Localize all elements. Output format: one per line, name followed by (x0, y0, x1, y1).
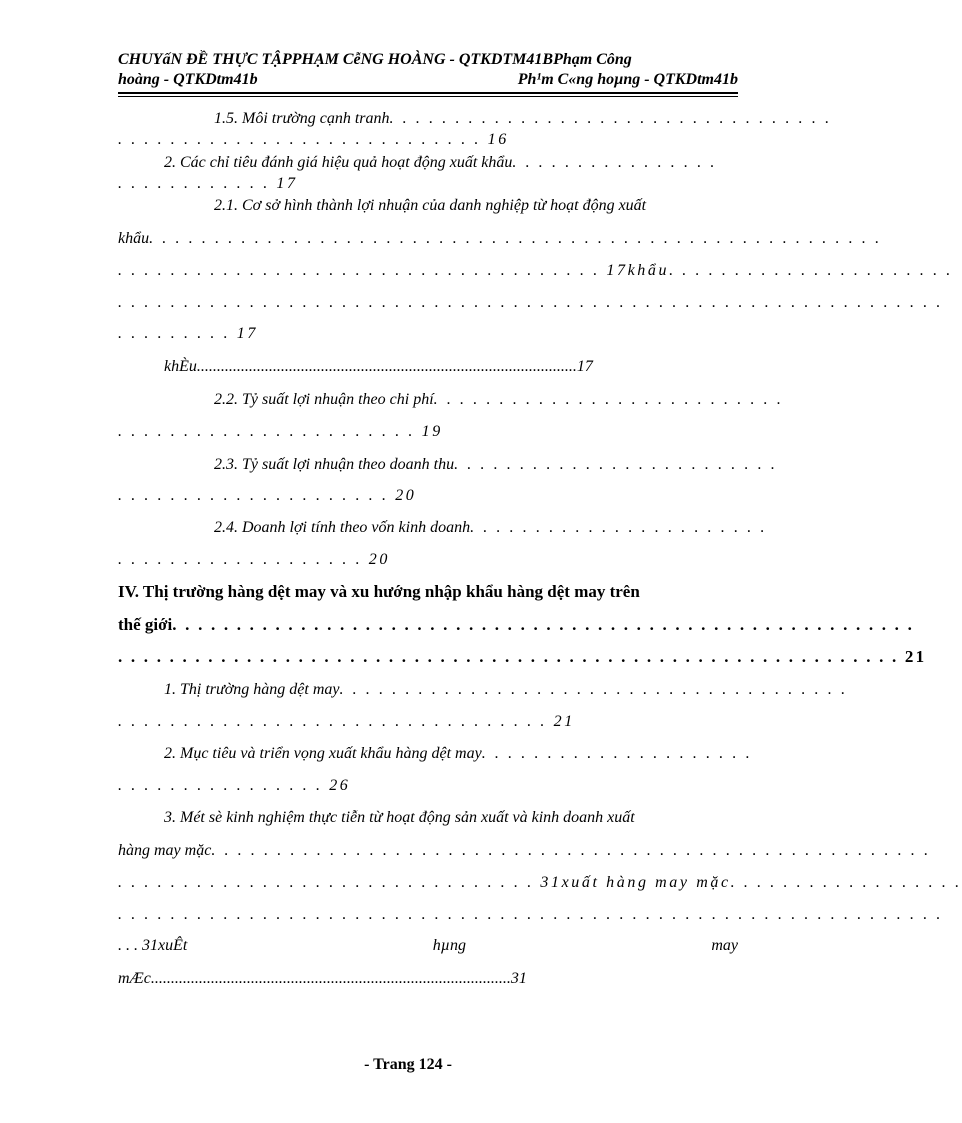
header-author-right: Ph¹m C«ng hoµng - QTKDtm41b (517, 71, 738, 88)
toc-entry-2-1-cont: khẩu. . . . . . . . . . . . . . . . . . . . . . . . . . . . . . . . . . . . . . . . . . . . . . . . . . . . . . . . (118, 230, 882, 247)
running-header-line2 (118, 70, 738, 90)
toc-entry-2-4: 2.4. Doanh lợi tính theo vốn kinh doanh. . . . . . . . . . . . . . . . . . . . . . . (214, 519, 768, 536)
toc-entry-iv-3-cont: hàng may mặc. . . . . . . . . . . . . . . . . . . . . . . . . . . . . . . . . . . . . . . . . . . . . . . . . . . . . . . (118, 842, 931, 859)
toc-leader-17b: . . . . . . . . . . . . . . . . . . . . . . . . . . . . . . . . . . . . . 17khẩu. . . . . . . . . . . . . . . . . . . . . . (118, 262, 953, 279)
toc-entry-2: 2. Các chỉ tiêu đánh giá hiệu quả hoạt động xuất khẩu. . . . . . . . . . . . . . . . (164, 154, 718, 171)
header-rule (118, 92, 738, 94)
toc-entry-2-1: 2.1. Cơ sở hình thành lợi nhuận của danh nghiệp từ hoạt động xuất (214, 197, 647, 214)
toc-leader-17c: . . . . . . . . . 17 (118, 325, 258, 342)
toc-entry-xuat-hang: . . . 31xuÊt hµng may (118, 937, 738, 954)
header-author-left: hoàng - QTKDtm41b (118, 71, 258, 88)
toc-leader-20a: . . . . . . . . . . . . . . . . . . . . . 20 (118, 487, 417, 504)
running-header-line1: CHUYấN ĐỀ THỰC TẬPPHẠM CễNG HOÀNG - QTKDTM41BPhạm Công (118, 51, 632, 68)
toc-entry-mac: mÆc..........................................................................................31 (118, 970, 527, 987)
toc-section-iv-cont: thế giới. . . . . . . . . . . . . . . . . . . . . . . . . . . . . . . . . . . . . . . . . . . . . . . . . . . . . . . . . . (118, 615, 915, 634)
toc-leader-16: . . . . . . . . . . . . . . . . . . . . . . . . . . . . 16 (118, 131, 509, 148)
toc-entry-iv-3: 3. Mét sè kinh nghiệm thực tiễn từ hoạt động sản xuất và kinh doanh xuất (164, 809, 635, 826)
toc-leader-21b: . . . . . . . . . . . . . . . . . . . . . . . . . . . . . . . . . 21 (118, 713, 575, 730)
toc-entry-1-5: 1.5. Môi trường cạnh tranh. . . . . . . . . . . . . . . . . . . . . . . . . . . . . . . . . . (214, 110, 832, 127)
toc-leader-26: . . . . . . . . . . . . . . . . 26 (118, 777, 351, 794)
toc-leader-row: . . . . . . . . . . . . . . . . . . . . . . . . . . . . . . . . . . . . . . . . . . . . . . . . . . . . . . . . . . . . . . . (118, 294, 943, 311)
toc-entry-iv-2: 2. Mục tiêu và triển vọng xuất khẩu hàng dệt may. . . . . . . . . . . . . . . . . . . . . (164, 745, 753, 762)
toc-leader-row-2: . . . . . . . . . . . . . . . . . . . . . . . . . . . . . . . . . . . . . . . . . . . . . . . . . . . . . . . . . . . . . . . (118, 906, 943, 923)
toc-entry-khau: khÈu...............................................................................................17 (164, 358, 593, 375)
toc-leader-19: . . . . . . . . . . . . . . . . . . . . . . . 19 (118, 423, 443, 440)
toc-entry-iv-1: 1. Thị trường hàng dệt may. . . . . . . . . . . . . . . . . . . . . . . . . . . . . . . . . . . . . . . (164, 681, 848, 698)
toc-leader-21a: . . . . . . . . . . . . . . . . . . . . . . . . . . . . . . . . . . . . . . . . . . . . . . . . . . . . . . . . . . . . . 21 (118, 647, 927, 666)
header-rule-thin (118, 96, 738, 97)
toc-entry-2-3: 2.3. Tỷ suất lợi nhuận theo doanh thu. . . . . . . . . . . . . . . . . . . . . . . . . (214, 456, 778, 473)
toc-leader-17a: . . . . . . . . . . . . 17 (118, 175, 298, 192)
toc-section-iv: IV. Thị trường hàng dệt may và xu hướng nhập khẩu hàng dệt may trên (118, 582, 640, 601)
toc-leader-20b: . . . . . . . . . . . . . . . . . . . 20 (118, 551, 390, 568)
page-number: - Trang 124 - (364, 1056, 452, 1073)
toc-leader-31a: . . . . . . . . . . . . . . . . . . . . . . . . . . . . . . . . 31xuất hàng may mặc. . . . . . . . . . . . . . . . . . (118, 874, 962, 891)
toc-entry-2-2: 2.2. Tỷ suất lợi nhuận theo chi phí. . . . . . . . . . . . . . . . . . . . . . . . . . . (214, 391, 784, 408)
